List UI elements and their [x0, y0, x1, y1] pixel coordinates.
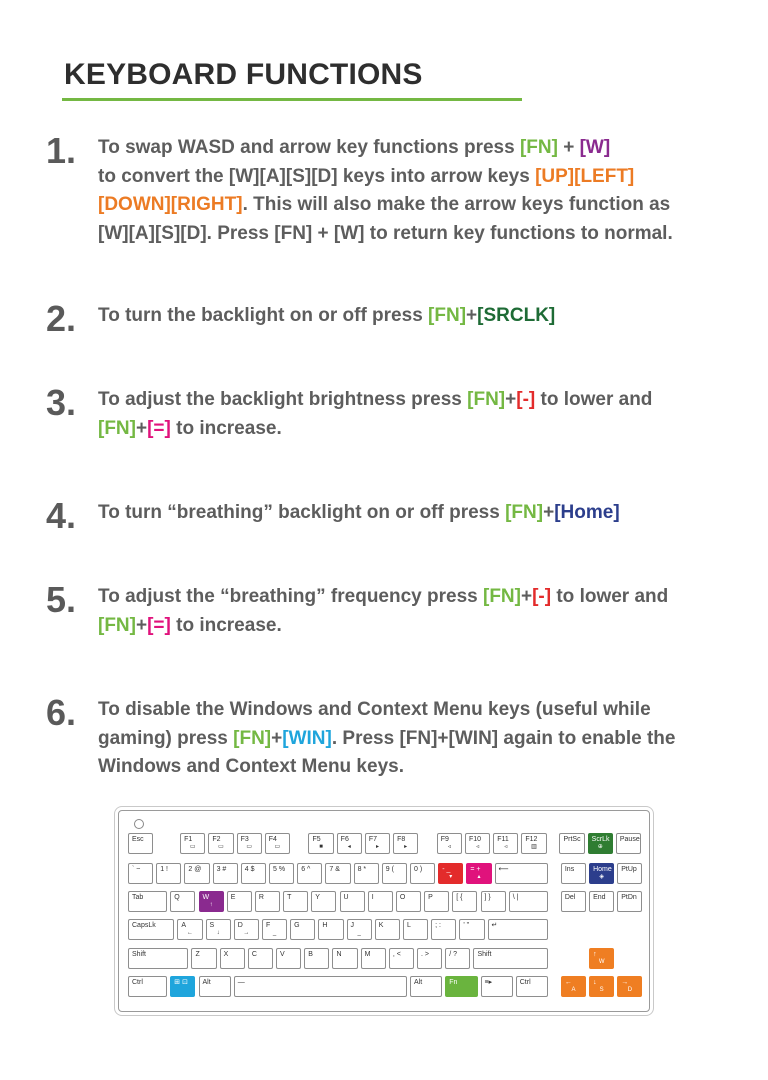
key-combo-highlight: [FN]: [428, 305, 467, 326]
keycap: [128, 863, 153, 884]
keycap-legend: Alt: [414, 979, 423, 986]
power-led-icon: [134, 819, 144, 829]
keycap: [561, 863, 586, 884]
keycap-legend: ] }: [484, 894, 491, 901]
keycap-legend: F1: [184, 836, 193, 843]
keycap-sublegend: ↓: [216, 930, 220, 936]
keycap-legend: Ctrl: [132, 979, 143, 986]
keycap: [177, 919, 202, 940]
keycap-legend: CapsLk: [132, 922, 156, 929]
key-combo-highlight: [FN]: [505, 502, 544, 523]
step-text-run: To turn “breathing” backlight on or off press: [98, 502, 506, 523]
keycap-legend: F: [265, 922, 271, 929]
key-combo-highlight: [SRCLK]: [477, 305, 556, 326]
keycap: [521, 833, 546, 854]
keycap-legend: Shift: [477, 951, 492, 958]
keycap-legend: D: [237, 922, 243, 929]
keycap-sublegend: ▾: [449, 874, 453, 880]
step-text-run: +: [135, 614, 148, 636]
keycap: [308, 833, 333, 854]
keycap-sublegend: ↑: [209, 902, 213, 908]
key-combo-highlight: [WIN]: [282, 727, 332, 749]
key-combo-highlight: [=]: [147, 417, 171, 439]
keycap: [248, 948, 273, 969]
step-text: [98, 696, 738, 782]
keycap-legend: I: [371, 894, 374, 901]
keycap: [403, 919, 428, 940]
keycap: [337, 833, 362, 854]
step-number: 6.: [46, 692, 77, 733]
keycap: [128, 919, 174, 940]
step-text-run: [W][A][S][D]. Press [FN] + [W] to return key functions to normal.: [98, 222, 673, 244]
keycap-sublegend: ◂: [347, 844, 351, 850]
keycap: [617, 891, 642, 912]
keycap: [262, 919, 287, 940]
keycap: [516, 976, 548, 997]
keycap: [265, 833, 290, 854]
keycap-legend: ` ~: [132, 866, 141, 873]
keycap: [445, 948, 470, 969]
keycap-legend: T: [287, 894, 292, 901]
keycap-legend: M: [364, 951, 371, 958]
keycap-legend: V: [280, 951, 285, 958]
keycap-legend: F12: [525, 836, 538, 843]
keycap-legend: 1 !: [160, 866, 168, 873]
keycap: [184, 863, 209, 884]
keycap-sublegend: ▭: [274, 844, 281, 850]
keycap: [438, 863, 463, 884]
key-combo-highlight: [FN]: [483, 586, 521, 607]
keycap: [424, 891, 449, 912]
keycap: [431, 919, 456, 940]
keycap-legend: ' ": [463, 922, 470, 929]
keycap: [128, 891, 167, 912]
keycap-legend: 7 &: [329, 866, 340, 873]
step-text: [98, 499, 738, 528]
keycap: [459, 919, 484, 940]
keycap-legend: 5 %: [273, 866, 286, 873]
keycap-legend: N: [336, 951, 342, 958]
keycap: [347, 919, 372, 940]
keycap: [199, 891, 224, 912]
keycap: [208, 833, 233, 854]
keycap-legend: W: [202, 894, 210, 901]
keycap-legend: 9 (: [385, 866, 394, 873]
keycap: [495, 863, 548, 884]
keycap-legend: —: [237, 979, 245, 986]
keycap: [213, 863, 238, 884]
keycap-legend: - _: [442, 866, 451, 873]
keycap: [589, 863, 614, 884]
step-text-run: +: [557, 137, 580, 158]
step-text-run: To adjust the backlight brightness press: [98, 389, 468, 410]
keycap-legend: ↓: [593, 979, 597, 986]
keycap: [368, 891, 393, 912]
keycap: [410, 976, 442, 997]
step-number: 4.: [46, 495, 77, 536]
keycap: [465, 833, 490, 854]
keycap: [290, 919, 315, 940]
keycap-legend: G: [294, 922, 300, 929]
step-number: 3.: [46, 382, 77, 423]
keycap-sublegend: ▸: [375, 844, 379, 850]
keycap-legend: 4 $: [244, 866, 255, 873]
step-text: [98, 134, 738, 248]
keycap-legend: 3 #: [216, 866, 227, 873]
keycap-legend: , <: [392, 951, 401, 958]
keycap-legend: →: [621, 979, 629, 986]
keycap: [128, 948, 188, 969]
keycap-legend: ⟵: [498, 866, 509, 873]
keycap: [170, 891, 195, 912]
keycap-legend: H: [322, 922, 328, 929]
keycap-legend: ↵: [491, 922, 498, 929]
title-underline: [62, 98, 522, 101]
step-text-run: +: [135, 417, 148, 439]
key-combo-highlight: [FN]: [519, 137, 558, 158]
step-text-run: +: [543, 502, 555, 523]
keycap: [481, 976, 513, 997]
keycap: [128, 833, 153, 854]
keycap-legend: 6 ^: [301, 866, 311, 873]
page-title: KEYBOARD FUNCTIONS: [64, 58, 423, 91]
keycap-legend: ←: [564, 979, 572, 986]
keycap-legend: S: [209, 922, 215, 929]
keycap-legend: F3: [240, 836, 249, 843]
keycap: [234, 919, 259, 940]
keycap-sublegend: ◈: [599, 874, 604, 880]
keycap-legend: 0 ): [414, 866, 423, 873]
step-text-run: to lower and: [551, 586, 669, 607]
keycap-legend: B: [308, 951, 313, 958]
keycap-sublegend: ▭: [246, 844, 252, 850]
keycap-legend: J: [350, 922, 355, 929]
step-text-run: +: [271, 727, 283, 749]
keycap-sublegend: D: [627, 987, 633, 993]
keycap-sublegend: ▴: [477, 874, 481, 880]
keycap: [156, 863, 181, 884]
keycap-legend: F2: [212, 836, 221, 843]
keycap-legend: Home: [593, 866, 612, 873]
keycap: [237, 833, 262, 854]
keycap-legend: R: [258, 894, 264, 901]
keycap: [361, 948, 386, 969]
keycap: [561, 891, 586, 912]
step-text-run: +: [505, 389, 517, 410]
step-text: [98, 386, 738, 443]
keycap-legend: Y: [315, 894, 320, 901]
step-text-run: +: [466, 305, 478, 326]
keycap-legend: F8: [397, 836, 406, 843]
keycap-sublegend: ▥: [531, 844, 537, 850]
keycap: [617, 863, 642, 884]
step-number: 5.: [46, 579, 77, 620]
keycap-legend: U: [343, 894, 349, 901]
keycap-sublegend: ▸: [404, 844, 408, 850]
keycap: [452, 891, 477, 912]
keycap-sublegend: ←: [186, 930, 193, 936]
keycap-legend: F10: [468, 836, 482, 843]
keycap: [588, 833, 613, 854]
step-text-run: to convert the [W][A][S][D] keys into arrow keys: [98, 165, 536, 187]
keycap-legend: F4: [268, 836, 277, 843]
keycap-legend: Esc: [132, 836, 144, 843]
step-text: [98, 302, 738, 331]
keycap-legend: E: [230, 894, 236, 901]
keycap-sublegend: →: [243, 930, 250, 936]
keycap-legend: ⊞ ⊡: [174, 979, 188, 986]
keycap: [617, 976, 642, 997]
keycap-legend: Tab: [132, 894, 144, 901]
key-combo-highlight: [DOWN][RIGHT]: [98, 194, 243, 215]
keycap: [354, 863, 379, 884]
keycap: [559, 833, 584, 854]
keycap-sublegend: S: [599, 987, 604, 993]
keycap: [589, 976, 614, 997]
keycap: [128, 976, 167, 997]
keycap: [445, 976, 477, 997]
keycap-sublegend: ▭: [189, 844, 196, 850]
keycap-legend: F9: [440, 836, 449, 843]
keycap-legend: . >: [421, 951, 430, 958]
keycap-legend: O: [399, 894, 406, 901]
keycap: [410, 863, 435, 884]
step-number: 2.: [46, 298, 77, 339]
keycap-sublegend: _: [357, 930, 361, 936]
keycap-legend: PrtSc: [563, 836, 581, 843]
keycap: [417, 948, 442, 969]
keycap: [269, 863, 294, 884]
keycap: [170, 976, 195, 997]
keycap-legend: [ {: [456, 894, 463, 901]
keycap-sublegend: _: [272, 930, 277, 936]
keycap: [393, 833, 418, 854]
keycap: [276, 948, 301, 969]
keycap: [191, 948, 216, 969]
keycap-sublegend: A: [571, 987, 576, 993]
keycap: [473, 948, 548, 969]
step-text: [98, 583, 738, 640]
keycap-legend: = +: [470, 866, 481, 873]
keycap-legend: Shift: [132, 951, 147, 958]
keycap-legend: 2 @: [188, 866, 202, 873]
keycap: [493, 833, 518, 854]
step-text-run: to increase.: [170, 614, 282, 636]
step-text-run: To swap WASD and arrow key functions press: [98, 137, 520, 158]
keycap-legend: F6: [340, 836, 349, 843]
keycap-sublegend: ⊕: [597, 844, 603, 850]
keycap-legend: ↑: [593, 951, 597, 958]
keycap-sublegend: ◃: [476, 844, 480, 850]
keycap: [466, 863, 491, 884]
keycap: [437, 833, 462, 854]
keycap-legend: K: [378, 922, 384, 929]
keycap-legend: ScrLk: [591, 836, 610, 843]
keycap-legend: End: [593, 894, 606, 901]
key-combo-highlight: [FN]: [98, 417, 136, 439]
keycap: [382, 863, 407, 884]
keycap-legend: Fn: [449, 979, 458, 986]
keycap-legend: X: [223, 951, 229, 958]
keycap: [481, 891, 506, 912]
key-combo-highlight: [FN]: [233, 727, 272, 749]
keycap: [304, 948, 329, 969]
keycap-sublegend: W: [598, 959, 605, 965]
keycap-legend: L: [406, 922, 411, 929]
step-text-run: To turn the backlight on or off press: [98, 305, 429, 326]
keycap: [332, 948, 357, 969]
keycap-legend: ≡▸: [484, 979, 493, 986]
keycap: [365, 833, 390, 854]
keycap-legend: Alt: [202, 979, 211, 986]
key-combo-highlight: [UP][LEFT]: [535, 165, 635, 187]
step-text-run: to lower and: [535, 389, 653, 410]
step-text-run: To adjust the “breathing” frequency press: [98, 586, 483, 607]
keycap-legend: PtUp: [621, 866, 637, 873]
keycap-legend: Pause: [619, 836, 640, 843]
keycap-legend: Del: [564, 894, 576, 901]
keycap: [220, 948, 245, 969]
keycap-legend: / ?: [449, 951, 458, 958]
key-combo-highlight: [FN]: [98, 614, 136, 636]
keycap-sublegend: ◃: [447, 844, 451, 850]
keycap: [255, 891, 280, 912]
keycap: [180, 833, 205, 854]
keycap-legend: F11: [497, 836, 509, 843]
keycap: [616, 833, 641, 854]
keycap: [325, 863, 350, 884]
keycap: [509, 891, 548, 912]
keycap-sublegend: ◃: [504, 844, 508, 850]
keycap-legend: P: [428, 894, 433, 901]
keycap-legend: F5: [312, 836, 321, 843]
keycap: [311, 891, 336, 912]
step-text-run: to increase.: [170, 417, 282, 439]
keycap: [396, 891, 421, 912]
keycap: [488, 919, 548, 940]
keycap: [340, 891, 365, 912]
keycap: [283, 891, 308, 912]
keycap-legend: Ctrl: [519, 979, 531, 986]
keycap: [389, 948, 414, 969]
key-combo-highlight: [=]: [147, 614, 171, 636]
step-text-run: . This will also make the arrow keys function as: [242, 194, 671, 215]
keyboard-diagram: [118, 810, 650, 1012]
key-combo-highlight: [-]: [532, 586, 552, 607]
keycap: [199, 976, 231, 997]
step-text-run: Windows and Context Menu keys.: [98, 756, 404, 777]
keycap-legend: \ |: [512, 894, 519, 901]
keycap: [234, 976, 407, 997]
keycap-legend: 8 *: [357, 866, 367, 873]
keycap-legend: Ins: [564, 866, 575, 873]
step-text-run: +: [520, 586, 533, 607]
keycap: [241, 863, 266, 884]
keycap-legend: Z: [195, 951, 200, 958]
step-text-run: . Press [FN]+[WIN] again to enable the: [331, 727, 676, 749]
keycap-legend: C: [251, 951, 257, 958]
keycap: [206, 919, 231, 940]
step-text-run: To disable the Windows and Context Menu keys (useful while: [98, 699, 651, 720]
step-number: 1.: [46, 130, 77, 171]
keycap-sublegend: ■: [319, 844, 323, 850]
keycap: [297, 863, 322, 884]
key-combo-highlight: [Home]: [554, 502, 620, 523]
step-text-run: gaming) press: [98, 727, 234, 749]
keycap-sublegend: ▭: [218, 844, 224, 850]
keycap-legend: PtDn: [621, 894, 637, 901]
keycap-legend: A: [181, 922, 187, 929]
key-combo-highlight: [FN]: [467, 389, 506, 410]
keycap: [375, 919, 400, 940]
keycap-legend: Q: [174, 894, 180, 901]
keycap-legend: ; :: [435, 922, 441, 929]
keycap: [589, 891, 614, 912]
keycap: [227, 891, 252, 912]
key-combo-highlight: [W]: [579, 137, 611, 158]
keycap: [318, 919, 343, 940]
key-combo-highlight: [-]: [516, 389, 536, 410]
keycap: [561, 976, 586, 997]
keycap: [589, 948, 614, 969]
keycap-legend: F7: [368, 836, 378, 843]
